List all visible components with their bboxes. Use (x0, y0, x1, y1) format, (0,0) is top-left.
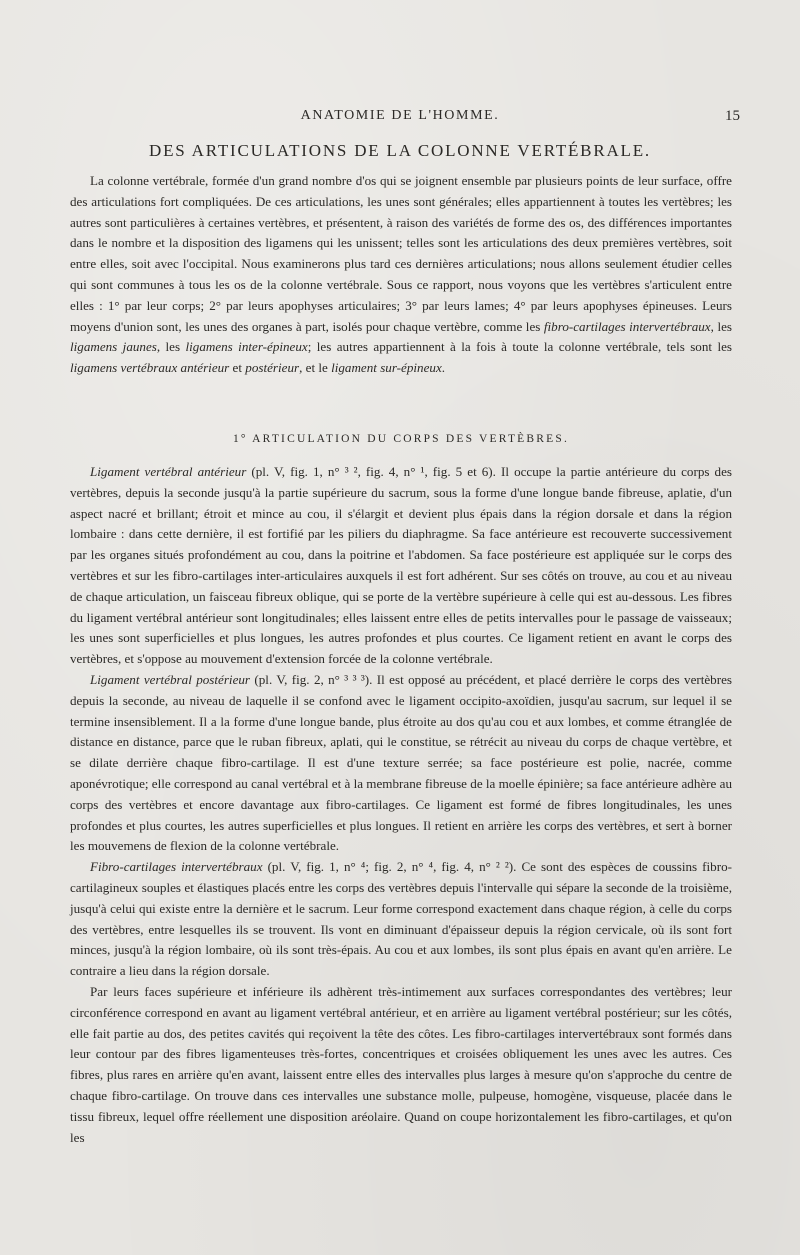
intro-text-7: . (441, 360, 446, 376)
intro-text-2: , les (710, 318, 732, 334)
intro-block (70, 171, 732, 379)
running-title: ANATOMIE DE L'HOMME. (300, 108, 500, 123)
paragraph-text: Ce sont des espèces de coussins fibro-cartilagineux souples et élastiques placés entre les corps des vertèbres depuis l'intervalle qui sépare la seconde de la troisième, jusqu'à celui qui existe entre la dernière et le sacrum. Leur forme correspond exactement dans chaque région, à celle du corps des vertèbres, entre lesquelles ils se trouvent. Ils vont en diminuant d'épaisseur depuis la région cervicale, où ils sont fort minces, jusqu'à la région lombaire, où ils sont très-épais. Au cou et aux lombes, ils sont plus épais en avant qu'en arrière. Le contraire a lieu dans la région dorsale. (70, 859, 732, 979)
intro-text-6: , et le (299, 360, 332, 376)
plate-reference: (pl. V, fig. 2, n° ³ ³ ³). (250, 671, 377, 687)
plate-reference: (pl. V, fig. 1, n° ³ ², fig. 4, n° ¹, fig. 5 et 6). (246, 464, 502, 479)
paragraph-text: Il occupe la partie antérieure du corps des vertèbres, depuis la seconde jusqu'à la partie supérieure du sacrum, sous la forme d'une longue bande fibreuse, aplatie, d'un aspect nacré et brillant; étroit et mince au cou, il s'élargit et devient plus épais dans la région dorsale et dans la région lombaire : dans cette dernière, il est fortifié par les piliers du diaphragme. Sa face antérieure est recouverte successivement par les organes situés profondément au cou, dans la poitrine et l'abdomen. Sa face postérieure est appliquée sur le corps des vertèbres et sur les fibro-cartilages inter-articulaires auxquels il est fort adhérent. Sur ses côtés on trouve, au cou et au niveau de chaque articulation, un faisceau fibreux oblique, qui se porte de la vertèbre supérieure à celle qui est au-dessous. Les fibres du ligament vertébral antérieur sont longitudinales; elles laissent entre elles de petits intervalles pour le passage de vaisseaux; les unes sont superficielles et plus longues, les autres profondes et plus courtes. Ce ligament retient en avant le corps des vertèbres, et s'oppose au mouvement d'extension forcée de la colonne vertébrale. (70, 464, 732, 667)
intro-term-4: ligamens vertébraux antérieur (70, 360, 230, 376)
paragraph-ligament-anterieur (70, 462, 732, 670)
intro-text-3: , les (156, 339, 186, 355)
intro-term-5: postérieur (245, 360, 300, 376)
intro-term-6: ligament sur-épineux (331, 360, 442, 376)
plate-reference: (pl. V, fig. 1, n° ⁴; fig. 2, n° ⁴, fig. 4, n° ² ²). (262, 859, 522, 875)
running-head (60, 108, 740, 128)
intro-term-1: fibro-cartilages intervertébraux (543, 318, 711, 334)
subheading: 1° ARTICULATION DU CORPS DES VERTÈBRES. (232, 433, 570, 445)
intro-text: La colonne vertébrale, formée d'un grand nombre d'os qui se joignent ensemble par plusieurs points de leur surface, offre des articulations fort compliquées. De ces articulations, les unes sont générales; elles appartiennent à toutes les vertèbres; les autres sont particulières à certaines vertèbres, et présentent, à raison des variétés de forme des os, des différences importantes dans le nombre et la disposition des ligamens qui les unissent; telles sont les articulations des deux premières vertèbres, soit entre elles, soit avec l'occipital. Nous examinerons plus tard ces dernières articulations; nous allons seulement étudier celles qui sont communes à tous les os de la colonne vertébrale. Sous ce rapport, nous voyons que les vertèbres s'articulent entre elles : 1° par leur corps; 2° par leurs apophyses articulaires; 3° par leurs lames; 4° par leurs apophyses épineuses. Leurs moyens d'union sont, les unes des organes à part, isolés pour chaque vertèbre, comme les (70, 173, 732, 334)
paragraph-text: Il est opposé au précédent, et placé derrière le corps des vertèbres depuis la seconde, au niveau de laquelle il se confond avec le ligament occipito-axoïdien, jusqu'au sacrum, sur lequel il se termine insensiblement. Il a la forme d'une longue bande, plus étroite au dos qu'au cou et aux lombes, et comme étranglée de distance en distance, parce que le ruban fibreux, aplati, qui le constitue, se rétrécit au niveau du corps de chaque vertèbre, et se dilate derrière chaque fibro-cartilage. Il est d'une texture serrée; sa face postérieure est polie, nacrée, comme aponévrotique; elle correspond au canal vertébral et à la membrane fibreuse de la moelle épinière; sa face antérieure adhère au corps des vertèbres et encore davantage aux fibro-cartilages. Ce ligament est formé de fibres longitudinales, les unes profondes et plus courtes, les autres superficielles et plus longues. Il retient en arrière les corps des vertèbres, et sert à borner les mouvemens de flexion de la colonne vertébrale. (70, 671, 733, 854)
intro-text-4: ; les autres appartiennent à la fois à toute la colonne vertébrale, tels sont les (307, 339, 732, 355)
section-title: DES ARTICULATIONS DE LA COLONNE VERTÉBRALE. (149, 141, 651, 160)
paragraph-ligament-posterieur (70, 670, 732, 857)
paragraph-term: Ligament vertébral antérieur (90, 464, 247, 479)
paragraph-text: Par leurs faces supérieure et inférieure ils adhèrent très-intimement aux surfaces correspondantes des vertèbres; leur circonférence correspond en avant au ligament vertébral antérieur, et en arrière au ligament vertébral postérieur; sur les côtés, elle fait partie au dos, des petites cavités qui reçoivent la tête des côtes. Les fibro-cartilages intervertébraux sont formés dans leur contour par des fibres ligamenteuses très-fortes, concentriques et croisées obliquement les unes avec les autres. Ces fibres, plus rares en arrière qu'en avant, laissent entre elles des intervalles plus larges à mesure qu'on s'approche du centre de chaque fibro-cartilage. On trouve dans ces intervalles une substance molle, pulpeuse, homogène, visqueuse, placée dans le tissu fibreux, lequel offre réellement une disposition aréolaire. Quand on coupe horizontalement les fibro-cartilages, et qu'on les (70, 983, 732, 1145)
page-number: 15 (725, 108, 740, 124)
intro-text-5: et (229, 360, 246, 376)
body-block (70, 462, 732, 1148)
paragraph-term: Fibro-cartilages intervertébraux (90, 859, 263, 875)
paragraph-term: Ligament vertébral postérieur (90, 671, 251, 687)
paragraph-fibro-cartilages (70, 857, 732, 982)
intro-term-3: ligamens inter-épineux (185, 339, 308, 355)
paragraph-faces (70, 982, 732, 1148)
intro-paragraph (70, 171, 732, 379)
intro-term-2: ligamens jaunes (70, 339, 157, 355)
